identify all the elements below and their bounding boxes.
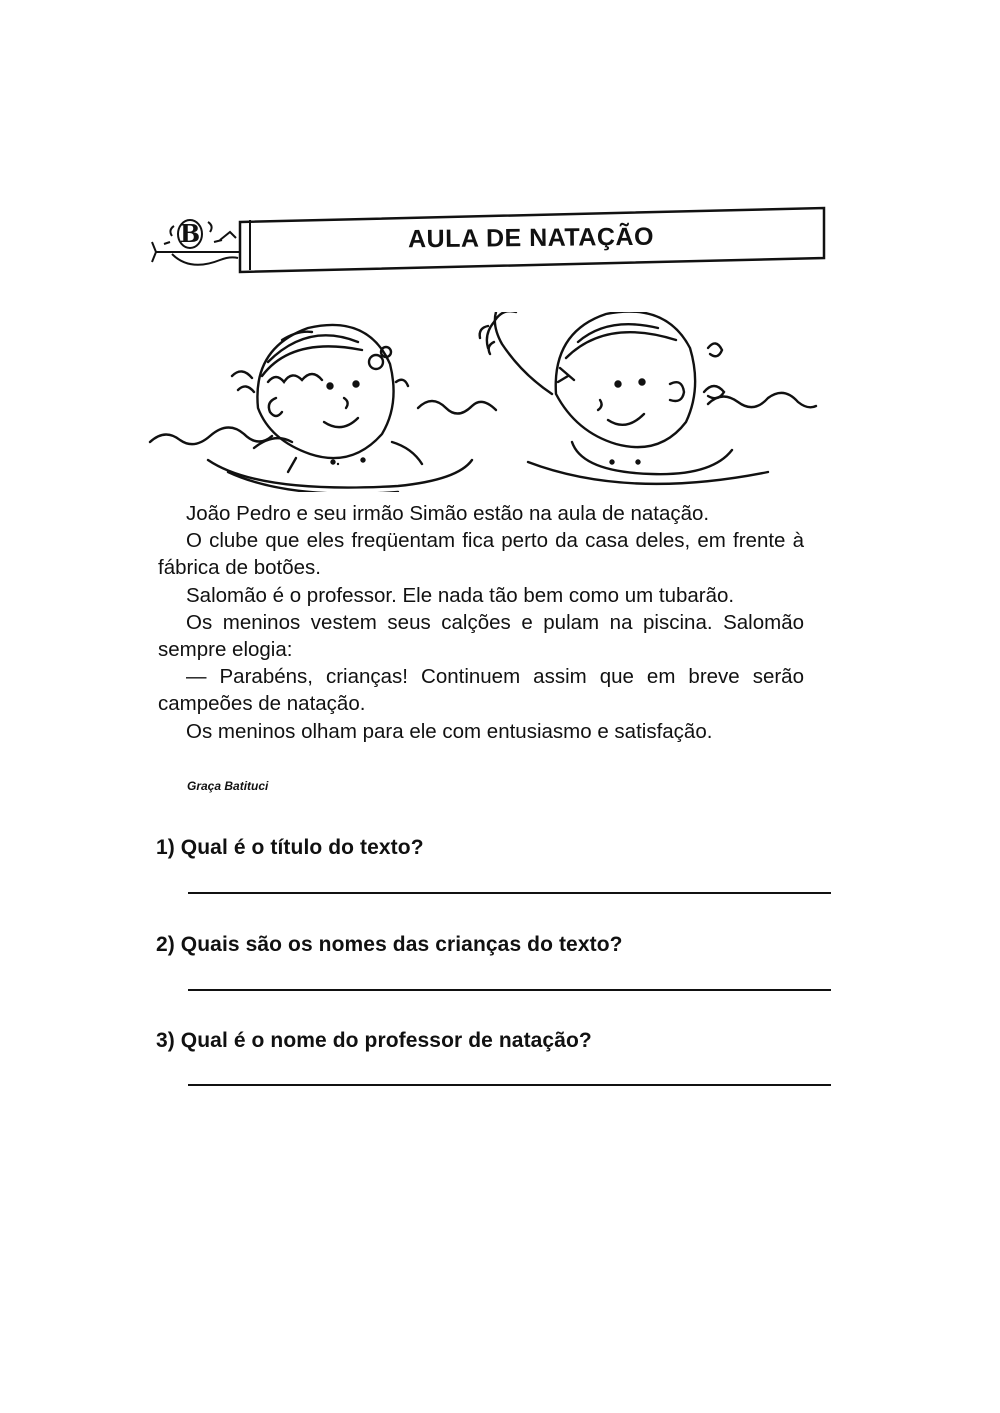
answer-line-1[interactable]	[188, 892, 831, 894]
book-logo-icon	[150, 212, 250, 274]
story-paragraph: — Parabéns, crianças! Continuem assim que em breve serão campeões de natação.	[158, 665, 804, 716]
question-3: 3) Qual é o nome do professor de natação?	[156, 1029, 592, 1052]
page-title: AULA DE NATAÇÃO	[407, 222, 655, 254]
svg-text:B: B	[179, 219, 201, 248]
story-paragraph: O clube que eles freqüentam fica perto da casa deles, em frente à fábrica de botões.	[158, 529, 804, 580]
story-paragraph: Salomão é o professor. Ele nada tão bem como um tubarão.	[186, 583, 735, 607]
story-paragraph: Os meninos olham para ele com entusiasmo e satisfação.	[186, 719, 713, 743]
author-credit: Graça Batituci	[187, 779, 269, 793]
story-paragraph: João Pedro e seu irmão Simão estão na aula de natação.	[186, 502, 710, 525]
story-text	[158, 500, 804, 745]
question-1: 1) Qual é o título do texto?	[156, 836, 424, 859]
question-2: 2) Quais são os nomes das crianças do texto?	[156, 933, 623, 956]
answer-line-3[interactable]	[188, 1084, 831, 1086]
answer-line-2[interactable]	[188, 989, 831, 991]
story-paragraph: Os meninos vestem seus calções e pulam na piscina. Salomão sempre elogia:	[158, 610, 804, 662]
swimming-kids-illustration	[148, 312, 832, 492]
